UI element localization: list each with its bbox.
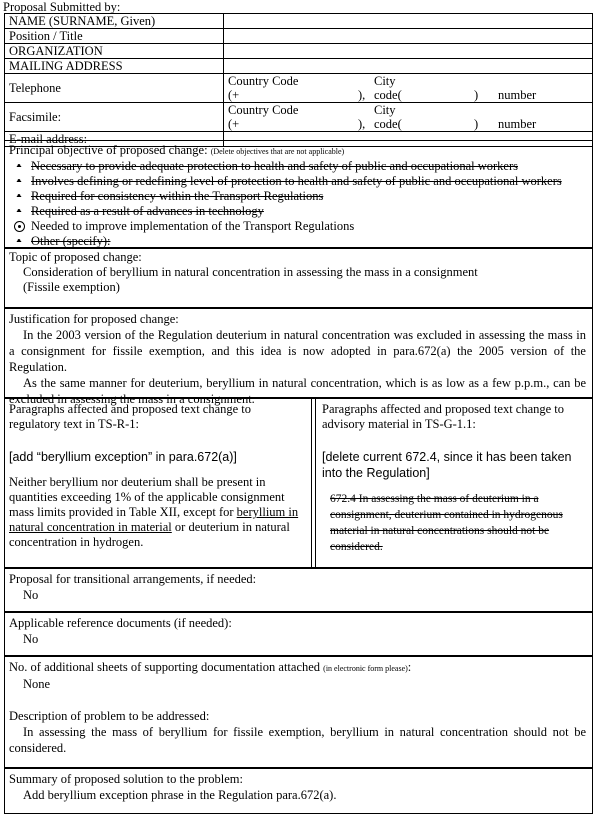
sheets-value: None bbox=[23, 677, 51, 691]
mailing-address-label: MAILING ADDRESS bbox=[5, 59, 224, 74]
mailing-address-field[interactable] bbox=[224, 59, 593, 74]
objective-item[interactable]: • Required as a result of advances in technology bbox=[9, 204, 592, 219]
facsimile-number-label: number bbox=[498, 117, 537, 131]
transitional-section bbox=[4, 568, 593, 612]
summary-heading: Summary of proposed solution to the problem: bbox=[9, 772, 244, 786]
telephone-field[interactable]: Country Code (+ ),City code( ) number bbox=[224, 74, 593, 103]
telephone-number-label: number bbox=[498, 88, 537, 102]
contact-row-telephone bbox=[5, 74, 593, 103]
references-heading: Applicable reference documents (if needed): bbox=[9, 616, 232, 630]
position-field[interactable] bbox=[224, 29, 593, 44]
objective-item[interactable]: • Necessary to provide adequate protection to health and safety of public and occupational workers bbox=[9, 159, 592, 174]
objective-heading: Principal objective of proposed change: bbox=[9, 143, 208, 157]
facsimile-label: Facsimile: bbox=[5, 103, 224, 132]
justification-paragraph-2: As the same manner for deuterium, beryllium in natural concentration, which is as low as a few p.p.m., can be excluded in assessing the mass in a consignment. bbox=[9, 376, 586, 406]
problem-text: In assessing the mass of beryllium for fissile exemption, beryllium in natural concentration should not be considered. bbox=[9, 725, 586, 755]
regulatory-proposed-text: Neither beryllium nor deuterium shall be present in quantities exceeding 1% of the applicable consignment mass limits provided in Table XII, except for beryllium in natural concentration in material or deuterium in natural concentration in hydrogen. bbox=[9, 475, 299, 549]
facsimile-city-label: City code( bbox=[374, 103, 402, 131]
bullet-icon: • bbox=[16, 159, 22, 173]
email-label: E-mail address: bbox=[5, 132, 224, 147]
summary-section bbox=[4, 768, 593, 814]
facsimile-country-label: Country Code (+ bbox=[228, 103, 299, 131]
objective-section bbox=[4, 140, 593, 248]
transitional-value: No bbox=[23, 588, 39, 602]
advisory-heading: Paragraphs affected and proposed text change to advisory material in TS-G-1.1: bbox=[322, 402, 565, 431]
position-label: Position / Title bbox=[5, 29, 224, 44]
contact-row-address bbox=[5, 59, 593, 74]
radio-selected-icon[interactable] bbox=[13, 219, 25, 234]
name-label: NAME (SURNAME, Given) bbox=[5, 14, 224, 29]
topic-section bbox=[4, 248, 593, 308]
contact-row-name bbox=[5, 14, 593, 29]
organization-field[interactable] bbox=[224, 44, 593, 59]
name-field[interactable] bbox=[224, 14, 593, 29]
page-title: Proposal Submitted by: bbox=[3, 0, 121, 14]
telephone-label: Telephone bbox=[5, 74, 224, 103]
sheets-note: (in electronic form please) bbox=[323, 664, 408, 673]
objective-item[interactable]: • Involves defining or redefining level of protection to health and safety of public and occupational workers bbox=[9, 174, 592, 189]
facsimile-field[interactable]: Country Code (+ ),City code( ) number bbox=[224, 103, 593, 132]
regulatory-text-column bbox=[5, 399, 312, 567]
advisory-instruction: [delete current 672.4, since it has been taken into the Regulation] bbox=[322, 450, 572, 480]
contact-row-facsimile bbox=[5, 103, 593, 132]
sheets-heading: No. of additional sheets of supporting documentation attached bbox=[9, 660, 321, 674]
objective-item[interactable]: • Other (specify): bbox=[9, 234, 592, 249]
summary-text: Add beryllium exception phrase in the Regulation para.672(a). bbox=[23, 788, 337, 802]
justification-section bbox=[4, 308, 593, 406]
topic-line-1: Consideration of beryllium in natural concentration in assessing the mass in a consignment bbox=[23, 265, 478, 279]
bullet-icon: • bbox=[16, 234, 22, 248]
justification-paragraph-1: In the 2003 version of the Regulation deuterium in natural concentration was excluded in assessing the mass in a consignment for fissile exemption, and this idea is now adopted in para.672(a) the 2005 version of the Regulation. bbox=[9, 328, 586, 374]
topic-line-2: (Fissile exemption) bbox=[23, 280, 120, 294]
problem-heading: Description of problem to be addressed: bbox=[9, 709, 210, 723]
telephone-country-label: Country Code (+ bbox=[228, 74, 299, 102]
bullet-icon: • bbox=[16, 204, 22, 218]
sheets-problem-section: No. of additional sheets of supporting documentation attached (in electronic form please): None Description of problem to be addressed: In assessing the mass of beryllium for fissile exemption, beryllium in natural concentration should not be considered. bbox=[4, 656, 593, 768]
objective-item-selected[interactable]: Needed to improve implementation of the Transport Regulations bbox=[9, 219, 592, 234]
advisory-deleted-text: 672.4 In assessing the mass of deuterium in a consignment, deuterium contained in hydrogenous material in natural concentrations should not be considered. bbox=[330, 493, 563, 553]
bullet-icon: • bbox=[16, 189, 22, 203]
regulatory-heading: Paragraphs affected and proposed text change to regulatory text in TS-R-1: bbox=[9, 402, 252, 431]
organization-label: ORGANIZATION bbox=[5, 44, 224, 59]
contact-row-position bbox=[5, 29, 593, 44]
paragraphs-section bbox=[4, 398, 593, 568]
bullet-icon: • bbox=[16, 174, 22, 188]
beryllium-underlined-text: beryllium in natural concentration in material bbox=[9, 505, 299, 534]
justification-heading: Justification for proposed change: bbox=[9, 312, 179, 326]
contact-row-organization bbox=[5, 44, 593, 59]
regulatory-instruction: [add “beryllium exception” in para.672(a)] bbox=[9, 450, 237, 464]
references-section bbox=[4, 612, 593, 656]
objective-item[interactable]: • Required for consistency within the Transport Regulations bbox=[9, 189, 592, 204]
topic-heading: Topic of proposed change: bbox=[9, 250, 142, 264]
contact-table bbox=[4, 13, 593, 147]
telephone-city-label: City code( bbox=[374, 74, 402, 102]
objective-note: (Delete objectives that are not applicable) bbox=[210, 147, 345, 156]
advisory-material-column bbox=[315, 399, 592, 567]
references-value: No bbox=[23, 632, 39, 646]
transitional-heading: Proposal for transitional arrangements, if needed: bbox=[9, 572, 257, 586]
